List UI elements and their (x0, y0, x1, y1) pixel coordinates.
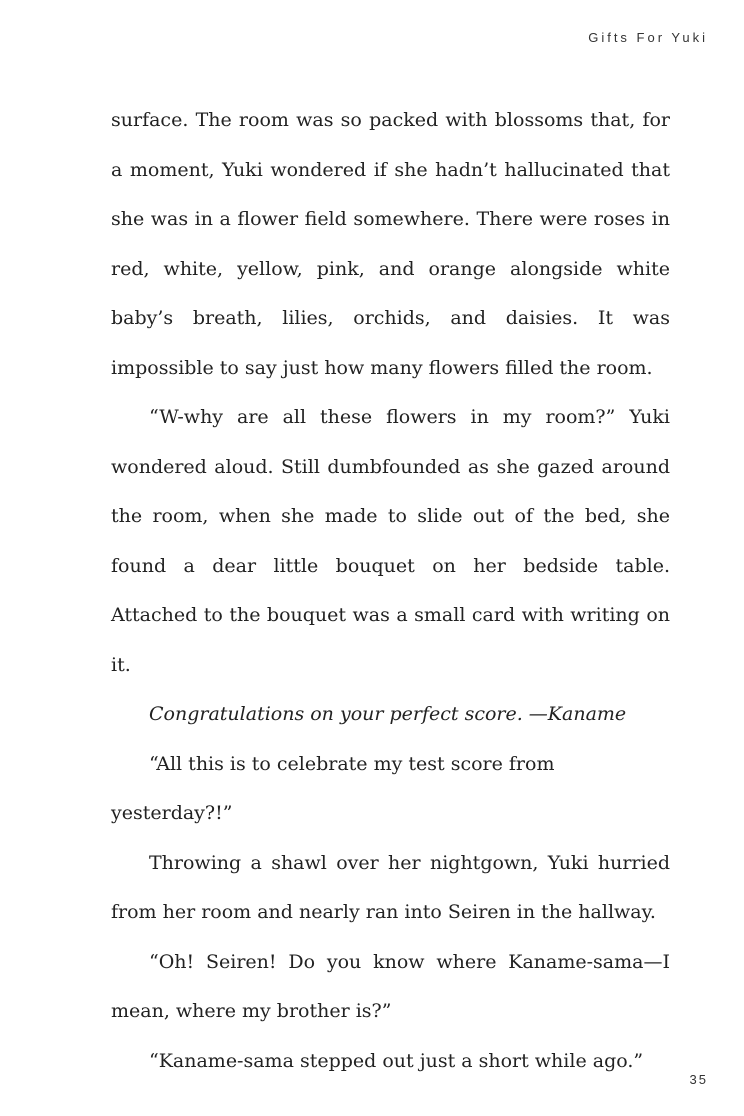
body-text (111, 96, 670, 1086)
paragraph-1: surface. The room was so packed with blossoms that, for a moment, Yuki wondered if she hadn’t hallucinated that she was in a flower field somewhere. There were roses in red, white, yellow, pink, and orange alongside white baby’s breath, lilies, orchids, and daisies. It was impossible to say just how many flowers filled the room. (111, 109, 670, 379)
card-message: Congratulations on your perfect score. —Kaname (149, 703, 627, 725)
paragraph-4: “All this is to celebrate my test score from yesterday?!” (111, 752, 555, 824)
page-number: 35 (689, 1072, 708, 1087)
paragraph-2: “W-why are all these flowers in my room?” Yuki wondered aloud. Still dumbfounded as she gazed around the room, when she made to slide out of the bed, she found a dear little bouquet on her bedside table. Attached to the bouquet was a small card with writing on it. (111, 406, 670, 676)
running-head-title: Gifts For Yuki (588, 30, 708, 45)
paragraph-7: “Kaname-sama stepped out just a short while ago.” (149, 1049, 644, 1072)
paragraph-6: “Oh! Seiren! Do you know where Kaname-sama—I mean, where my brother is?” (111, 950, 670, 1022)
paragraph-5: Throwing a shawl over her nightgown, Yuki hurried from her room and nearly ran into Seiren in the hallway. (111, 851, 670, 923)
